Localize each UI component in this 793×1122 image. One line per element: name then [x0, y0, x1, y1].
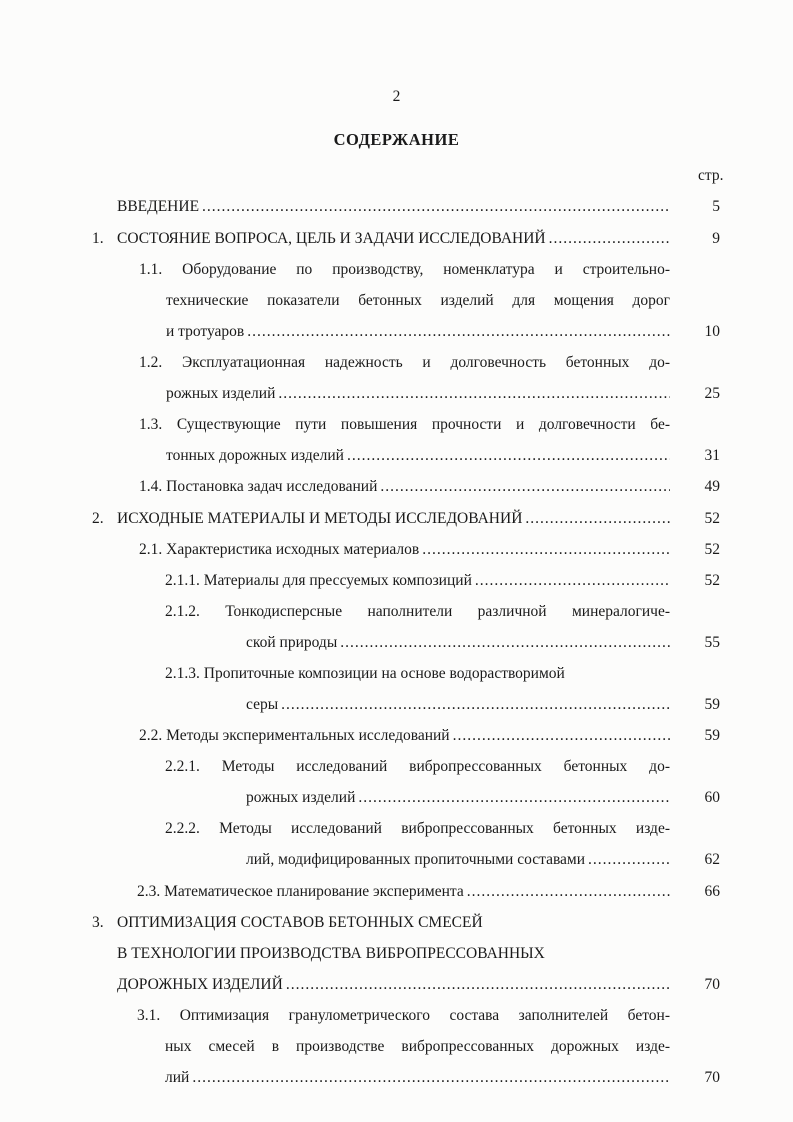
toc-entry-text-line[interactable]: 2.1.2. Тонкодисперсные наполнители различной минералогиче-	[165, 603, 670, 620]
toc-page-number: 52	[704, 541, 720, 558]
dot-leader	[202, 198, 670, 216]
toc-entry-text-line[interactable]: 1.3. Существующие пути повышения прочности и долговечности бе-	[139, 416, 670, 433]
toc-entry-chapter-1[interactable]	[117, 230, 670, 248]
toc-page-number: 62	[704, 851, 720, 868]
toc-entry-text: СОСТОЯНИЕ ВОПРОСА, ЦЕЛЬ И ЗАДАЧИ ИССЛЕДОВАНИЙ	[117, 230, 546, 247]
page-title: СОДЕРЖАНИЕ	[333, 130, 460, 149]
toc-entry-3-1[interactable]	[165, 1069, 670, 1087]
toc-entry-text: 2.1.1. Материалы для прессуемых композиций	[165, 572, 472, 589]
chapter-number: 1.	[92, 230, 104, 247]
toc-page-number: 70	[704, 976, 720, 993]
toc-entry-2-1-1[interactable]	[165, 572, 670, 590]
toc-page-number: 55	[704, 634, 720, 651]
toc-entry-text: ской природы	[246, 634, 338, 651]
page-column-label: стр.	[698, 167, 724, 184]
toc-entry-2-3[interactable]	[137, 883, 670, 901]
toc-entry-text: рожных изделий	[166, 385, 276, 402]
dot-leader	[453, 727, 670, 745]
toc-page-number: 10	[704, 323, 720, 340]
toc-page-number: 59	[704, 727, 720, 744]
toc-entry-intro[interactable]	[117, 198, 670, 216]
dot-leader	[347, 447, 670, 465]
toc-page-number: 52	[704, 572, 720, 589]
toc-entry-text-line[interactable]: 1.1. Оборудование по производству, номенклатура и строительно-	[139, 261, 670, 278]
toc-entry-text: серы	[246, 696, 279, 713]
toc-entry-text-line[interactable]: 1.2. Эксплуатационная надежность и долговечность бетонных до-	[139, 354, 670, 371]
dot-leader	[278, 385, 670, 403]
toc-entry-1-4[interactable]	[139, 478, 670, 496]
dot-leader	[380, 478, 670, 496]
dot-leader	[340, 634, 670, 652]
toc-page-number: 70	[704, 1069, 720, 1086]
dot-leader	[358, 789, 670, 807]
toc-entry-chapter-3[interactable]	[117, 976, 670, 994]
dot-leader	[281, 696, 670, 714]
dot-leader	[192, 1069, 670, 1087]
toc-entry-text-line[interactable]: 2.1.3. Пропиточные композиции на основе водорастворимой	[165, 665, 565, 682]
toc-page-number: 60	[704, 789, 720, 806]
toc-entry-2-1[interactable]	[139, 541, 670, 559]
toc-entry-text: ИСХОДНЫЕ МАТЕРИАЛЫ И МЕТОДЫ ИССЛЕДОВАНИЙ	[117, 510, 523, 527]
toc-entry-text: рожных изделий	[246, 789, 356, 806]
toc-entry-text-line[interactable]: 3.1. Оптимизация гранулометрического состава заполнителей бетон-	[137, 1007, 670, 1024]
toc-entry-2-1-2[interactable]	[246, 634, 670, 652]
dot-leader	[525, 510, 670, 528]
toc-entry-text: 1.4. Постановка задач исследований	[139, 478, 378, 495]
chapter-number: 2.	[92, 510, 104, 527]
dot-leader	[422, 541, 670, 559]
dot-leader	[286, 976, 670, 994]
toc-entry-text-line[interactable]: ОПТИМИЗАЦИЯ СОСТАВОВ БЕТОННЫХ СМЕСЕЙ	[117, 914, 483, 931]
page-number: 2	[392, 88, 401, 105]
toc-page-number: 66	[704, 883, 720, 900]
toc-entry-text: и тротуаров	[166, 323, 245, 340]
toc-entry-text: лий, модифицированных пропиточными составами	[246, 851, 586, 868]
toc-entry-text-line[interactable]: 2.2.1. Методы исследований вибропрессованных бетонных до-	[165, 758, 670, 775]
toc-entry-text: 2.2. Методы экспериментальных исследований	[139, 727, 450, 744]
toc-entry-text: 2.3. Математическое планирование эксперимента	[137, 883, 464, 900]
toc-entry-2-2-2[interactable]	[246, 851, 670, 869]
toc-page-number: 49	[704, 478, 720, 495]
toc-page-number: 52	[704, 510, 720, 527]
dot-leader	[549, 230, 670, 248]
toc-entry-text: тонных дорожных изделий	[166, 447, 344, 464]
toc-entry-text: лий	[165, 1069, 190, 1086]
chapter-number: 3.	[92, 914, 104, 931]
dot-leader	[475, 572, 670, 590]
toc-page-number: 25	[704, 385, 720, 402]
toc-entry-2-1-3[interactable]	[246, 696, 670, 714]
toc-page-number: 31	[704, 447, 720, 464]
toc-entry-text: ДОРОЖНЫХ ИЗДЕЛИЙ	[117, 976, 283, 993]
toc-entry-2-2[interactable]	[139, 727, 670, 745]
toc-entry-text: ВВЕДЕНИЕ	[117, 198, 200, 215]
toc-page-number: 9	[712, 230, 720, 247]
dot-leader	[247, 323, 670, 341]
toc-entry-1-3[interactable]	[166, 447, 670, 465]
toc-page-number: 59	[704, 696, 720, 713]
toc-entry-text: 2.1. Характеристика исходных материалов	[139, 541, 420, 558]
toc-entry-2-2-1[interactable]	[246, 789, 670, 807]
toc-entry-1-1[interactable]	[166, 323, 670, 341]
toc-entry-text-line: В ТЕХНОЛОГИИ ПРОИЗВОДСТВА ВИБРОПРЕССОВАННЫХ	[117, 945, 545, 962]
dot-leader	[588, 851, 670, 869]
toc-entry-chapter-2[interactable]	[117, 510, 670, 528]
toc-entry-1-2[interactable]	[166, 385, 670, 403]
toc-entry-text-line: технические показатели бетонных изделий для мощения дорог	[166, 292, 670, 309]
toc-page-number: 5	[712, 198, 720, 215]
toc-entry-text-line: ных смесей в производстве вибропрессованных дорожных изде-	[165, 1038, 670, 1055]
toc-entry-text-line[interactable]: 2.2.2. Методы исследований вибропрессованных бетонных изде-	[165, 820, 670, 837]
dot-leader	[467, 883, 670, 901]
